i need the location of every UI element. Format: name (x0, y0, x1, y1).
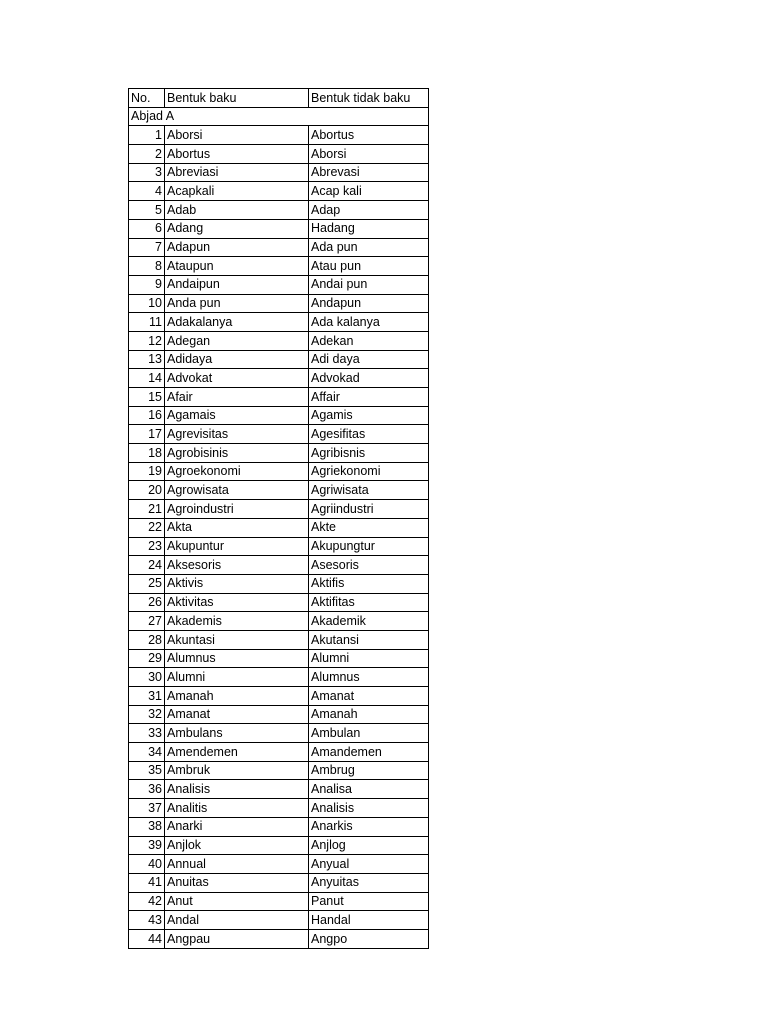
bentuk-tidak-baku-cell: Ambrug (309, 761, 429, 780)
bentuk-baku-cell: Anjlok (165, 836, 309, 855)
table-header-row (129, 89, 429, 108)
bentuk-baku-cell: Angpau (165, 929, 309, 948)
bentuk-baku-cell: Abreviasi (165, 163, 309, 182)
bentuk-tidak-baku-cell: Anyuitas (309, 873, 429, 892)
bentuk-tidak-baku-cell: Abrevasi (309, 163, 429, 182)
bentuk-baku-cell: Adegan (165, 331, 309, 350)
bentuk-tidak-baku-cell: Affair (309, 388, 429, 407)
row-number: 13 (129, 350, 165, 369)
bentuk-tidak-baku-cell: Agriekonomi (309, 462, 429, 481)
row-number: 16 (129, 406, 165, 425)
row-number: 41 (129, 873, 165, 892)
bentuk-tidak-baku-cell: Analisa (309, 780, 429, 799)
bentuk-baku-cell: Akuntasi (165, 630, 309, 649)
bentuk-tidak-baku-cell: Atau pun (309, 257, 429, 276)
bentuk-tidak-baku-cell: Andapun (309, 294, 429, 313)
bentuk-tidak-baku-cell: Ambulan (309, 724, 429, 743)
table-row (129, 331, 429, 350)
row-number: 9 (129, 275, 165, 294)
table-row (129, 873, 429, 892)
row-number: 25 (129, 574, 165, 593)
bentuk-baku-cell: Agrobisinis (165, 444, 309, 463)
header-no: No. (129, 89, 165, 108)
bentuk-baku-cell: Akta (165, 518, 309, 537)
table-row (129, 593, 429, 612)
bentuk-baku-cell: Amanat (165, 705, 309, 724)
row-number: 39 (129, 836, 165, 855)
bentuk-tidak-baku-cell: Alumni (309, 649, 429, 668)
table-row (129, 929, 429, 948)
bentuk-tidak-baku-cell: Anjlog (309, 836, 429, 855)
bentuk-tidak-baku-cell: Andai pun (309, 275, 429, 294)
bentuk-baku-cell: Annual (165, 855, 309, 874)
bentuk-baku-cell: Andal (165, 911, 309, 930)
table-row (129, 350, 429, 369)
table-row (129, 500, 429, 519)
table-row (129, 855, 429, 874)
bentuk-baku-cell: Andaipun (165, 275, 309, 294)
bentuk-tidak-baku-cell: Agesifitas (309, 425, 429, 444)
bentuk-baku-cell: Adang (165, 219, 309, 238)
bentuk-baku-cell: Aborsi (165, 126, 309, 145)
bentuk-tidak-baku-cell: Aktifis (309, 574, 429, 593)
table-row (129, 462, 429, 481)
bentuk-tidak-baku-cell: Alumnus (309, 668, 429, 687)
row-number: 34 (129, 743, 165, 762)
row-number: 21 (129, 500, 165, 519)
bentuk-tidak-baku-cell: Akupungtur (309, 537, 429, 556)
row-number: 6 (129, 219, 165, 238)
table-row (129, 388, 429, 407)
bentuk-tidak-baku-cell: Agamis (309, 406, 429, 425)
row-number: 17 (129, 425, 165, 444)
table-row (129, 182, 429, 201)
bentuk-baku-cell: Anuitas (165, 873, 309, 892)
table-row (129, 799, 429, 818)
table-row (129, 761, 429, 780)
section-row (129, 107, 429, 126)
bentuk-baku-cell: Ambulans (165, 724, 309, 743)
header-bentuk-baku: Bentuk baku (165, 89, 309, 108)
bentuk-tidak-baku-cell: Akte (309, 518, 429, 537)
bentuk-baku-cell: Alumni (165, 668, 309, 687)
bentuk-baku-cell: Anut (165, 892, 309, 911)
row-number: 27 (129, 612, 165, 631)
bentuk-tidak-baku-cell: Akademik (309, 612, 429, 631)
row-number: 7 (129, 238, 165, 257)
row-number: 42 (129, 892, 165, 911)
row-number: 1 (129, 126, 165, 145)
table-body (129, 89, 429, 949)
bentuk-tidak-baku-cell: Angpo (309, 929, 429, 948)
bentuk-baku-cell: Aksesoris (165, 556, 309, 575)
bentuk-tidak-baku-cell: Anyual (309, 855, 429, 874)
row-number: 35 (129, 761, 165, 780)
word-table (128, 88, 429, 949)
row-number: 40 (129, 855, 165, 874)
bentuk-baku-cell: Amanah (165, 687, 309, 706)
row-number: 26 (129, 593, 165, 612)
bentuk-baku-cell: Agrevisitas (165, 425, 309, 444)
bentuk-baku-cell: Ataupun (165, 257, 309, 276)
bentuk-tidak-baku-cell: Analisis (309, 799, 429, 818)
bentuk-tidak-baku-cell: Adi daya (309, 350, 429, 369)
row-number: 8 (129, 257, 165, 276)
bentuk-tidak-baku-cell: Agriindustri (309, 500, 429, 519)
bentuk-tidak-baku-cell: Aborsi (309, 145, 429, 164)
table-row (129, 238, 429, 257)
bentuk-tidak-baku-cell: Amanat (309, 687, 429, 706)
row-number: 10 (129, 294, 165, 313)
table-row (129, 668, 429, 687)
table-row (129, 219, 429, 238)
bentuk-baku-cell: Agrowisata (165, 481, 309, 500)
row-number: 43 (129, 911, 165, 930)
bentuk-tidak-baku-cell: Advokad (309, 369, 429, 388)
table-row (129, 817, 429, 836)
row-number: 37 (129, 799, 165, 818)
row-number: 31 (129, 687, 165, 706)
bentuk-baku-cell: Agamais (165, 406, 309, 425)
table-row (129, 705, 429, 724)
table-row (129, 313, 429, 332)
bentuk-baku-cell: Aktivis (165, 574, 309, 593)
bentuk-baku-cell: Ambruk (165, 761, 309, 780)
bentuk-baku-cell: Akademis (165, 612, 309, 631)
row-number: 33 (129, 724, 165, 743)
table-row (129, 892, 429, 911)
bentuk-baku-cell: Agroekonomi (165, 462, 309, 481)
bentuk-tidak-baku-cell: Asesoris (309, 556, 429, 575)
table-row (129, 630, 429, 649)
bentuk-tidak-baku-cell: Ada pun (309, 238, 429, 257)
bentuk-tidak-baku-cell: Agriwisata (309, 481, 429, 500)
table-row (129, 518, 429, 537)
table-row (129, 780, 429, 799)
table-row (129, 911, 429, 930)
bentuk-baku-cell: Acapkali (165, 182, 309, 201)
bentuk-baku-cell: Akupuntur (165, 537, 309, 556)
row-number: 28 (129, 630, 165, 649)
bentuk-tidak-baku-cell: Handal (309, 911, 429, 930)
table-row (129, 556, 429, 575)
bentuk-tidak-baku-cell: Panut (309, 892, 429, 911)
table-row (129, 612, 429, 631)
table-row (129, 294, 429, 313)
row-number: 32 (129, 705, 165, 724)
table-row (129, 444, 429, 463)
header-bentuk-tidak-baku: Bentuk tidak baku (309, 89, 429, 108)
bentuk-tidak-baku-cell: Amandemen (309, 743, 429, 762)
bentuk-tidak-baku-cell: Anarkis (309, 817, 429, 836)
bentuk-baku-cell: Anda pun (165, 294, 309, 313)
bentuk-tidak-baku-cell: Hadang (309, 219, 429, 238)
table-row (129, 537, 429, 556)
bentuk-tidak-baku-cell: Adap (309, 201, 429, 220)
row-number: 11 (129, 313, 165, 332)
section-label: Abjad A (129, 107, 429, 126)
table-row (129, 743, 429, 762)
row-number: 4 (129, 182, 165, 201)
table-row (129, 369, 429, 388)
table-row (129, 574, 429, 593)
bentuk-tidak-baku-cell: Acap kali (309, 182, 429, 201)
bentuk-baku-cell: Anarki (165, 817, 309, 836)
table-row (129, 257, 429, 276)
bentuk-baku-cell: Adidaya (165, 350, 309, 369)
table-row (129, 481, 429, 500)
table-row (129, 836, 429, 855)
row-number: 18 (129, 444, 165, 463)
bentuk-baku-cell: Adab (165, 201, 309, 220)
bentuk-tidak-baku-cell: Adekan (309, 331, 429, 350)
row-number: 23 (129, 537, 165, 556)
bentuk-baku-cell: Agroindustri (165, 500, 309, 519)
table-row (129, 201, 429, 220)
table-row (129, 275, 429, 294)
table-row (129, 724, 429, 743)
row-number: 20 (129, 481, 165, 500)
bentuk-tidak-baku-cell: Agribisnis (309, 444, 429, 463)
table-row (129, 145, 429, 164)
bentuk-baku-cell: Afair (165, 388, 309, 407)
bentuk-tidak-baku-cell: Abortus (309, 126, 429, 145)
bentuk-baku-cell: Amendemen (165, 743, 309, 762)
bentuk-tidak-baku-cell: Akutansi (309, 630, 429, 649)
row-number: 2 (129, 145, 165, 164)
bentuk-baku-cell: Adapun (165, 238, 309, 257)
row-number: 22 (129, 518, 165, 537)
bentuk-baku-cell: Aktivitas (165, 593, 309, 612)
row-number: 44 (129, 929, 165, 948)
row-number: 36 (129, 780, 165, 799)
row-number: 15 (129, 388, 165, 407)
row-number: 14 (129, 369, 165, 388)
table-row (129, 687, 429, 706)
bentuk-tidak-baku-cell: Ada kalanya (309, 313, 429, 332)
row-number: 38 (129, 817, 165, 836)
table-row (129, 126, 429, 145)
row-number: 29 (129, 649, 165, 668)
row-number: 5 (129, 201, 165, 220)
bentuk-baku-cell: Analitis (165, 799, 309, 818)
row-number: 3 (129, 163, 165, 182)
bentuk-baku-cell: Abortus (165, 145, 309, 164)
row-number: 24 (129, 556, 165, 575)
bentuk-tidak-baku-cell: Amanah (309, 705, 429, 724)
bentuk-baku-cell: Alumnus (165, 649, 309, 668)
table-row (129, 163, 429, 182)
row-number: 30 (129, 668, 165, 687)
bentuk-baku-cell: Adakalanya (165, 313, 309, 332)
row-number: 19 (129, 462, 165, 481)
table-row (129, 649, 429, 668)
table-row (129, 425, 429, 444)
row-number: 12 (129, 331, 165, 350)
bentuk-tidak-baku-cell: Aktifitas (309, 593, 429, 612)
bentuk-baku-cell: Analisis (165, 780, 309, 799)
table-row (129, 406, 429, 425)
bentuk-baku-cell: Advokat (165, 369, 309, 388)
